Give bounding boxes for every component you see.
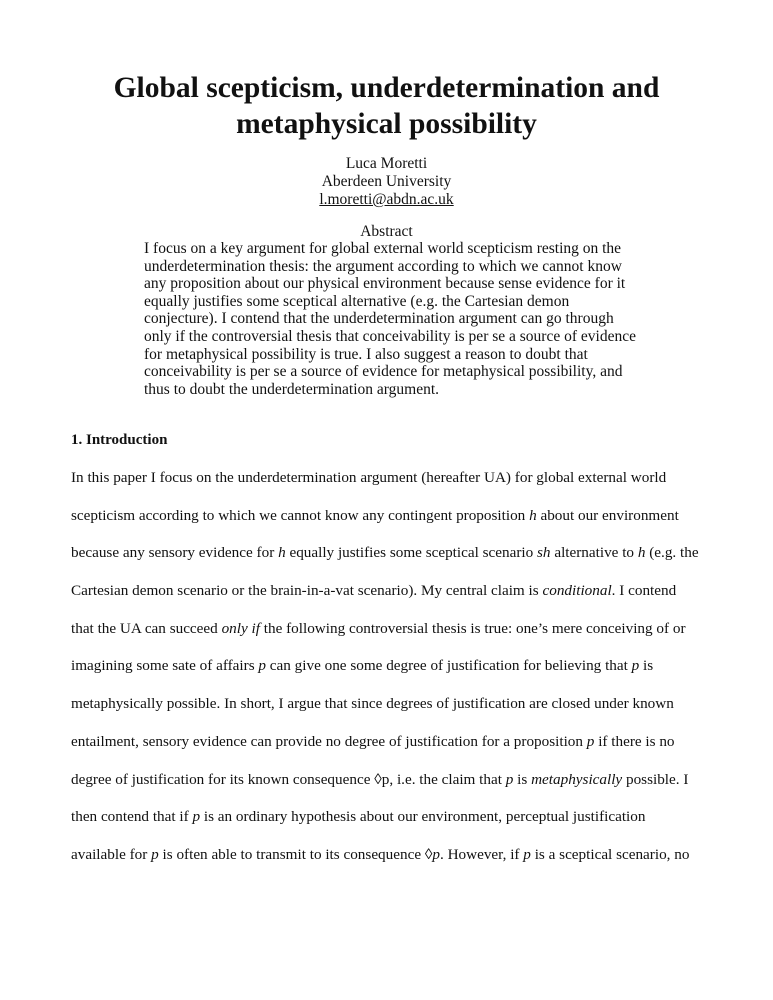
- author-affiliation: Aberdeen University: [321, 173, 452, 190]
- body-line: [71, 656, 711, 694]
- italic-term: p: [258, 657, 266, 675]
- abstract-line: underdetermination thesis: the argument according to which we cannot know: [144, 257, 622, 275]
- text-run: is: [639, 657, 654, 675]
- abstract-line: equally justifies some sceptical alternative (e.g. the Cartesian demon: [144, 292, 570, 310]
- title-line-2: metaphysical possibility: [236, 108, 537, 140]
- paper-title: [0, 70, 773, 142]
- text-run: if there is no: [594, 732, 675, 750]
- abstract-line: I focus on a key argument for global external world scepticism resting on the: [144, 240, 622, 257]
- abstract-line: conceivability is per se a source of evidence for metaphysical possibility, and: [144, 363, 623, 381]
- text-run: (e.g. the: [645, 544, 699, 562]
- body-line: [71, 694, 711, 732]
- abstract-line: conjecture). I contend that the underdetermination argument can go through: [144, 310, 614, 328]
- italic-term: h: [278, 544, 286, 562]
- abstract-body: [144, 240, 644, 398]
- text-run: alternative to: [550, 544, 638, 562]
- text-run: the following controversial thesis is true: one’s mere conceiving of or: [259, 619, 686, 637]
- italic-term: p: [432, 845, 440, 863]
- body-line: [71, 807, 711, 845]
- text-run: available for: [71, 845, 152, 863]
- author-block: [0, 155, 773, 209]
- text-run: possible. I: [622, 770, 689, 788]
- abstract-line: for metaphysical possibility is true. I also suggest a reason to doubt that: [144, 345, 588, 363]
- text-run: is a sceptical scenario, no: [530, 845, 690, 863]
- italic-term: h: [637, 544, 646, 562]
- text-run: metaphysically possible. In short, I argue that since degrees of justification are closed under known: [71, 695, 674, 713]
- author-name: Luca Moretti: [345, 155, 428, 172]
- body-line: [71, 581, 711, 619]
- body-line: [71, 619, 711, 657]
- body-line: [71, 506, 711, 544]
- text-run: entailment, sensory evidence can provide no degree of justification for a proposition: [71, 732, 587, 750]
- text-run: about our environment: [536, 506, 679, 524]
- text-run: . However, if: [439, 845, 524, 863]
- introduction-body: [71, 468, 711, 883]
- text-run: equally justifies some sceptical scenario: [285, 544, 538, 562]
- italic-term: h: [529, 506, 537, 524]
- italic-term: p: [631, 657, 640, 675]
- text-run: , i.e. the claim that: [389, 770, 506, 788]
- abstract-line: only if the controversial thesis that conceivability is per se a source of evidence: [144, 327, 636, 345]
- italic-term: only if: [221, 619, 260, 637]
- text-run: is often able to transmit to its consequence ◊: [158, 845, 433, 863]
- italic-term: sh: [537, 544, 551, 562]
- text-run: In this paper I focus on the underdetermination argument (hereafter UA) for global external world: [71, 469, 667, 486]
- text-run: Cartesian demon scenario or the brain-in-a-vat scenario). My central claim is: [71, 582, 543, 600]
- body-line: [71, 543, 711, 581]
- body-line: [71, 845, 711, 883]
- text-run: is an ordinary hypothesis about our environment, perceptual justification: [200, 808, 646, 826]
- italic-term: p: [523, 845, 531, 863]
- abstract-line: thus to doubt the underdetermination argument.: [144, 380, 440, 398]
- author-email-link[interactable]: l.moretti@abdn.ac.uk: [319, 191, 454, 208]
- italic-term: p: [586, 732, 595, 750]
- text-run: is: [513, 770, 532, 788]
- text-run: imagining some sate of affairs: [71, 657, 259, 675]
- italic-term: conditional: [542, 582, 612, 600]
- abstract-line: any proposition about our physical environment because sense evidence for it: [144, 275, 626, 293]
- italic-term: metaphysically: [531, 770, 623, 788]
- text-run: scepticism according to which we cannot know any contingent proposition: [71, 506, 530, 524]
- body-line: [71, 770, 711, 808]
- body-line: [71, 732, 711, 770]
- text-run: can give one some degree of justification for believing that: [266, 657, 632, 675]
- title-line-1: Global scepticism, underdetermination and: [113, 72, 660, 104]
- text-run: then contend that if: [71, 808, 193, 826]
- abstract-heading: Abstract: [360, 223, 413, 240]
- text-run: that the UA can succeed: [71, 619, 222, 637]
- italic-term: p: [505, 770, 514, 788]
- section-heading-introduction: 1. Introduction: [71, 432, 168, 448]
- text-run: degree of justification for its known consequence ◊p: [71, 770, 390, 788]
- text-run: . I contend: [611, 582, 677, 600]
- italic-term: p: [192, 808, 201, 826]
- text-run: because any sensory evidence for: [71, 544, 279, 562]
- body-line: [71, 468, 711, 506]
- italic-term: p: [151, 845, 159, 863]
